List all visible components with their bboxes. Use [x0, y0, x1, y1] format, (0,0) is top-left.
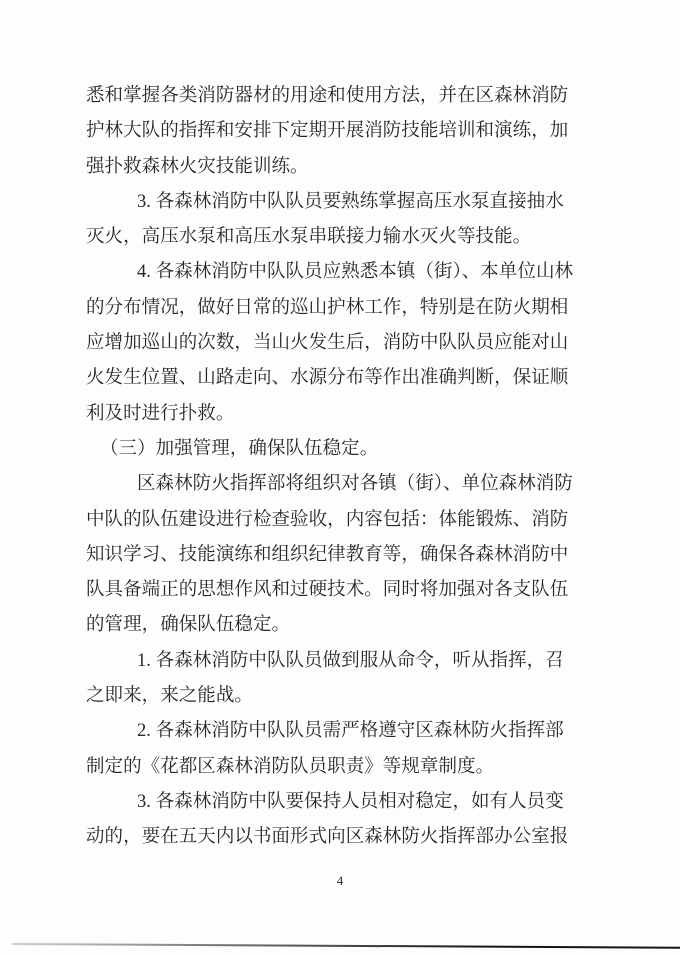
- text-line: 之即来，来之能战。: [86, 686, 253, 707]
- text-line: 3. 各森林消防中队要保持人员相对稳定，如有人员变: [137, 791, 564, 812]
- document-body: [86, 79, 572, 856]
- text-line: 利及时进行扑救。: [86, 403, 235, 424]
- text-line: 中队的队伍建设进行检查验收，内容包括：体能锻炼、消防: [86, 509, 569, 530]
- page-number: 4: [336, 873, 344, 888]
- text-line: 悉和掌握各类消防器材的用途和使用方法，并在区森林消防: [86, 86, 569, 106]
- text-line: 4. 各森林消防中队队员应熟悉本镇（街）、本单位山林: [137, 262, 574, 283]
- text-line: 1. 各森林消防中队队员做到服从命令，听从指挥，召: [137, 650, 564, 671]
- text-line: 灭火，高压水泵和高压水泵串联接力输水灭火等技能。: [86, 227, 532, 248]
- text-line: 应增加巡山的次数，当山火发生后，消防中队队员应能对山: [86, 333, 569, 354]
- scan-edge-artifact: [12, 943, 680, 949]
- text-line: 的管理，确保队伍稳定。: [86, 615, 291, 636]
- text-line: 区森林防火指挥部将组织对各镇（街）、单位森林消防: [137, 474, 573, 495]
- text-line: 护林大队的指挥和安排下定期开展消防技能培训和演练，加: [86, 121, 569, 142]
- text-line: 知识学习、技能演练和组织纪律教育等，确保各森林消防中: [86, 544, 569, 565]
- text-line: 动的，要在五天内以书面形式向区森林防火指挥部办公室报: [86, 827, 569, 848]
- text-line: 制定的《花都区森林消防队员职责》等规章制度。: [86, 756, 495, 777]
- text-line: 强扑救森林火灾技能训练。: [86, 156, 309, 177]
- text-line: 火发生位置、山路走向、水源分布等作出准确判断，保证顺: [86, 368, 569, 389]
- text-line: 3. 各森林消防中队队员要熟练掌握高压水泵直接抽水: [137, 191, 564, 212]
- section-heading-line: （三）加强管理，确保队伍稳定。: [100, 438, 379, 459]
- text-line: 队具备端正的思想作风和过硬技术。同时将加强对各支队伍: [86, 580, 569, 601]
- text-line: 的分布情况，做好日常的巡山护林工作，特别是在防火期相: [86, 297, 569, 318]
- text-line: 2. 各森林消防中队队员需严格遵守区森林防火指挥部: [137, 721, 564, 742]
